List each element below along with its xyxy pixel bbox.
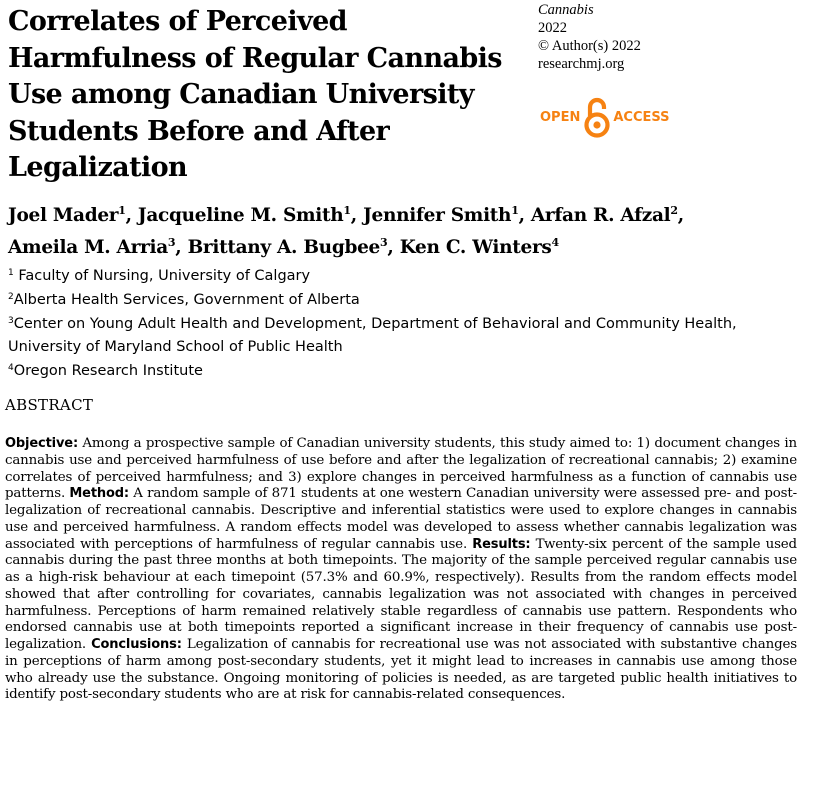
conclusions-label: Conclusions: bbox=[91, 637, 182, 652]
author-affiliation-number: 1 bbox=[511, 204, 519, 217]
affiliation-number: 2 bbox=[8, 291, 14, 302]
affiliation-item bbox=[8, 360, 808, 384]
author-affiliation-number: 4 bbox=[551, 236, 559, 249]
objective-label: Objective: bbox=[5, 436, 78, 451]
copyright-notice: © Author(s) 2022 bbox=[538, 38, 641, 54]
objective-text: Among a prospective sample of Canadian university students, this study aimed to: 1) document changes in cannabis use and perceived harmfulness of use before and after the legalization of recreational cannabis; 2) examine correlates of perceived harmfulness; and 3) explore changes in perceived harmfulness as a function of cannabis use patterns. bbox=[5, 436, 797, 502]
results-label: Results: bbox=[472, 536, 531, 552]
author-name: Jennifer Smith bbox=[363, 205, 512, 226]
affiliation-text: Alberta Health Services, Government of Alberta bbox=[13, 291, 360, 308]
author bbox=[138, 205, 363, 226]
author-name: Ken C. Winters bbox=[399, 237, 552, 258]
author-affiliation-number: 2 bbox=[670, 204, 678, 217]
author-separator: , bbox=[125, 205, 138, 226]
author-separator: , bbox=[350, 205, 364, 226]
author-separator: , bbox=[677, 205, 684, 226]
affiliation-number: 4 bbox=[8, 363, 14, 374]
author-name: Joel Mader bbox=[8, 205, 119, 226]
author-name: Ameila M. Arria bbox=[8, 237, 168, 258]
abstract-heading: ABSTRACT bbox=[5, 396, 94, 414]
author bbox=[531, 205, 684, 226]
affiliation-text: Faculty of Nursing, University of Calgary bbox=[13, 268, 311, 284]
author bbox=[400, 237, 559, 258]
affiliation-item bbox=[8, 265, 808, 289]
affiliation-item bbox=[8, 289, 808, 313]
journal-site: researchmj.org bbox=[538, 56, 625, 72]
author bbox=[188, 237, 400, 258]
open-access-badge bbox=[540, 95, 670, 139]
journal-name: Cannabis bbox=[538, 2, 594, 18]
open-access-right-text: ACCESS bbox=[613, 109, 670, 125]
affiliation-text: Oregon Research Institute bbox=[13, 363, 203, 380]
conclusions-text: Legalization of cannabis for recreational use was not associated with substantive changes in perceptions of harm among post-secondary students, yet it might lead to increases in cannabis use among those who already use the substance. Ongoing monitoring of policies is needed, as are targeted public health initiatives to identify post-secondary students who are at risk for cannabis-related consequences. bbox=[5, 637, 797, 703]
author-name: Jacqueline M. Smith bbox=[137, 205, 344, 226]
abstract-text bbox=[5, 436, 797, 704]
author-separator: , bbox=[518, 205, 531, 226]
author-affiliation-number: 1 bbox=[118, 204, 126, 217]
publication-year: 2022 bbox=[538, 20, 567, 36]
open-lock-icon bbox=[584, 96, 610, 138]
author bbox=[363, 205, 531, 226]
method-label: Method: bbox=[69, 486, 129, 502]
affiliation-number: 3 bbox=[8, 315, 14, 326]
affiliation-item bbox=[8, 313, 808, 361]
author-name: Arfan R. Afzal bbox=[530, 205, 671, 226]
open-access-left-text: OPEN bbox=[540, 109, 581, 125]
journal-meta bbox=[538, 1, 641, 73]
author-list bbox=[8, 200, 808, 264]
method-text: A random sample of 871 students at one western Canadian university were assessed pre- and post-legalization of recreational cannabis. Descriptive and inferential statistics were used to explore changes in cannabis use and perceived harmfulness. A random effects model was developed to assess whether cannabis legalization was associated with perceptions of harmfulness of regular cannabis use. bbox=[5, 486, 798, 552]
author bbox=[8, 205, 138, 226]
author-separator: , bbox=[175, 237, 188, 258]
author-affiliation-number: 3 bbox=[167, 236, 176, 249]
affiliation-number: 1 bbox=[8, 268, 14, 278]
results-text: Twenty-six percent of the sample used cannabis during the past three months at both timepoints. The majority of the sample perceived regular cannabis use as a high-risk behaviour at each timepoint (57.3% and 60.9%, respectively). Results from the random effects model showed that after controlling for covariates, cannabis legalization was not associated with changes in perceived harmfulness. Perceptions of harm remained relatively stable regardless of cannabis use pattern. Respondents who endorsed cannabis use at both timepoints reported a significant increase in their frequency of cannabis use post-legalization. bbox=[5, 536, 797, 652]
author-name: Brittany A. Bugbee bbox=[187, 237, 381, 258]
author-separator: , bbox=[387, 237, 400, 258]
author-affiliation-number: 3 bbox=[380, 236, 388, 249]
author bbox=[8, 237, 188, 258]
affiliation-text: Center on Young Adult Health and Development, Department of Behavioral and Community Health, University of Maryland School of Public Health bbox=[8, 315, 737, 356]
paper-title: Correlates of Perceived Harmfulness of Regular Cannabis Use among Canadian University Students Before and After Legalization bbox=[8, 6, 502, 183]
affiliation-list bbox=[8, 265, 808, 384]
author-affiliation-number: 1 bbox=[343, 204, 351, 217]
